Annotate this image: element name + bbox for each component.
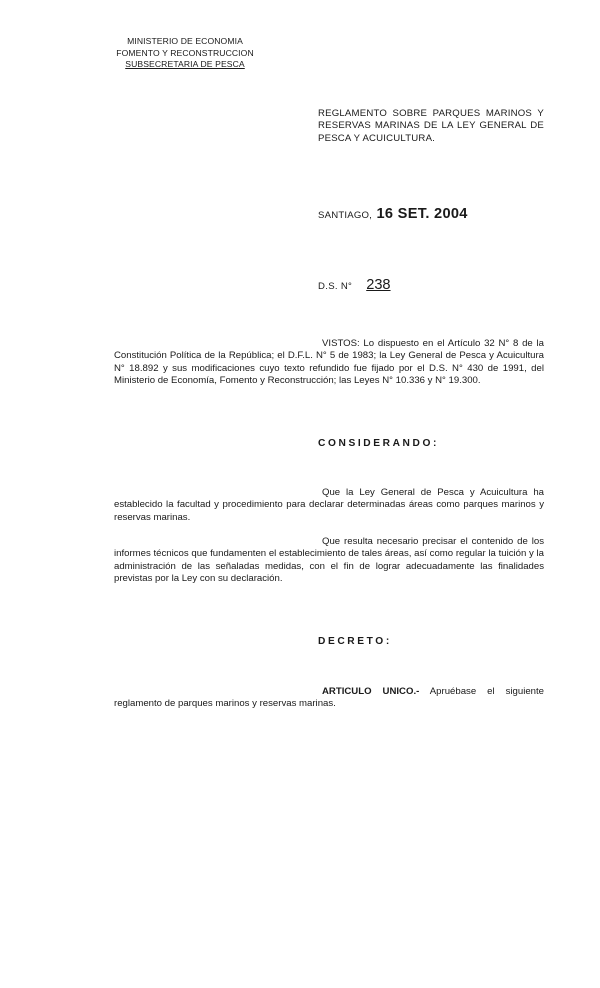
- ministry-name: MINISTERIO DE ECONOMIA: [127, 36, 243, 46]
- considerando-text-2: Que resulta necesario precisar el contenido de los informes técnicos que fundamenten el establecimiento de tales áreas, así como regular la tuición y la administración de las señaladas medidas, con el fin de lograr adecuadamente las finalidades previstas por la Ley con su declaración.: [114, 536, 544, 585]
- considerando-paragraph-1: [114, 487, 544, 524]
- article-label: ARTICULO UNICO.-: [322, 686, 420, 697]
- decree-number: 238: [366, 277, 391, 293]
- document-reference: REGLAMENTO SOBRE PARQUES MARINOS Y RESERVAS MARINAS DE LA LEY GENERAL DE PESCA Y ACUICULTURA.: [318, 108, 544, 144]
- articulo-unico-paragraph: [114, 686, 544, 711]
- date-city: SANTIAGO,: [318, 210, 373, 221]
- decree-label: D.S. N°: [318, 281, 353, 292]
- considerando-paragraph-2: [114, 536, 544, 586]
- ministry-subname: FOMENTO Y RECONSTRUCCION: [116, 47, 254, 58]
- vistos-paragraph: [114, 338, 544, 388]
- ministry-header: [100, 36, 270, 71]
- vistos-text: VISTOS: Lo dispuesto en el Artículo 32 N° 8 de la Constitución Política de la República; el D.F.L. N° 5 de 1983; la Ley General de Pesca y Acuicultura N° 18.892 y sus modificaciones cuyo texto refundido fue fijado por el D.S. N° 430 de 1991, del Ministerio de Economía, Fomento y Reconstrucción; las Leyes N° 10.336 y N° 19.300.: [114, 338, 544, 387]
- date-value: 16 SET. 2004: [376, 206, 468, 222]
- considerando-text-1: Que la Ley General de Pesca y Acuicultura ha establecido la facultad y procedimiento para declarar determinadas áreas como parques marinos y reservas marinas.: [114, 487, 544, 523]
- date-line: [318, 205, 468, 223]
- article-text: Apruébase el siguiente reglamento de parques marinos y reservas marinas.: [114, 686, 544, 710]
- decree-number-line: [318, 276, 391, 294]
- decreto-heading: DECRETO:: [318, 636, 392, 647]
- considerando-heading: CONSIDERANDO:: [318, 438, 439, 449]
- subsecretaria-name: SUBSECRETARIA DE PESCA: [125, 59, 245, 70]
